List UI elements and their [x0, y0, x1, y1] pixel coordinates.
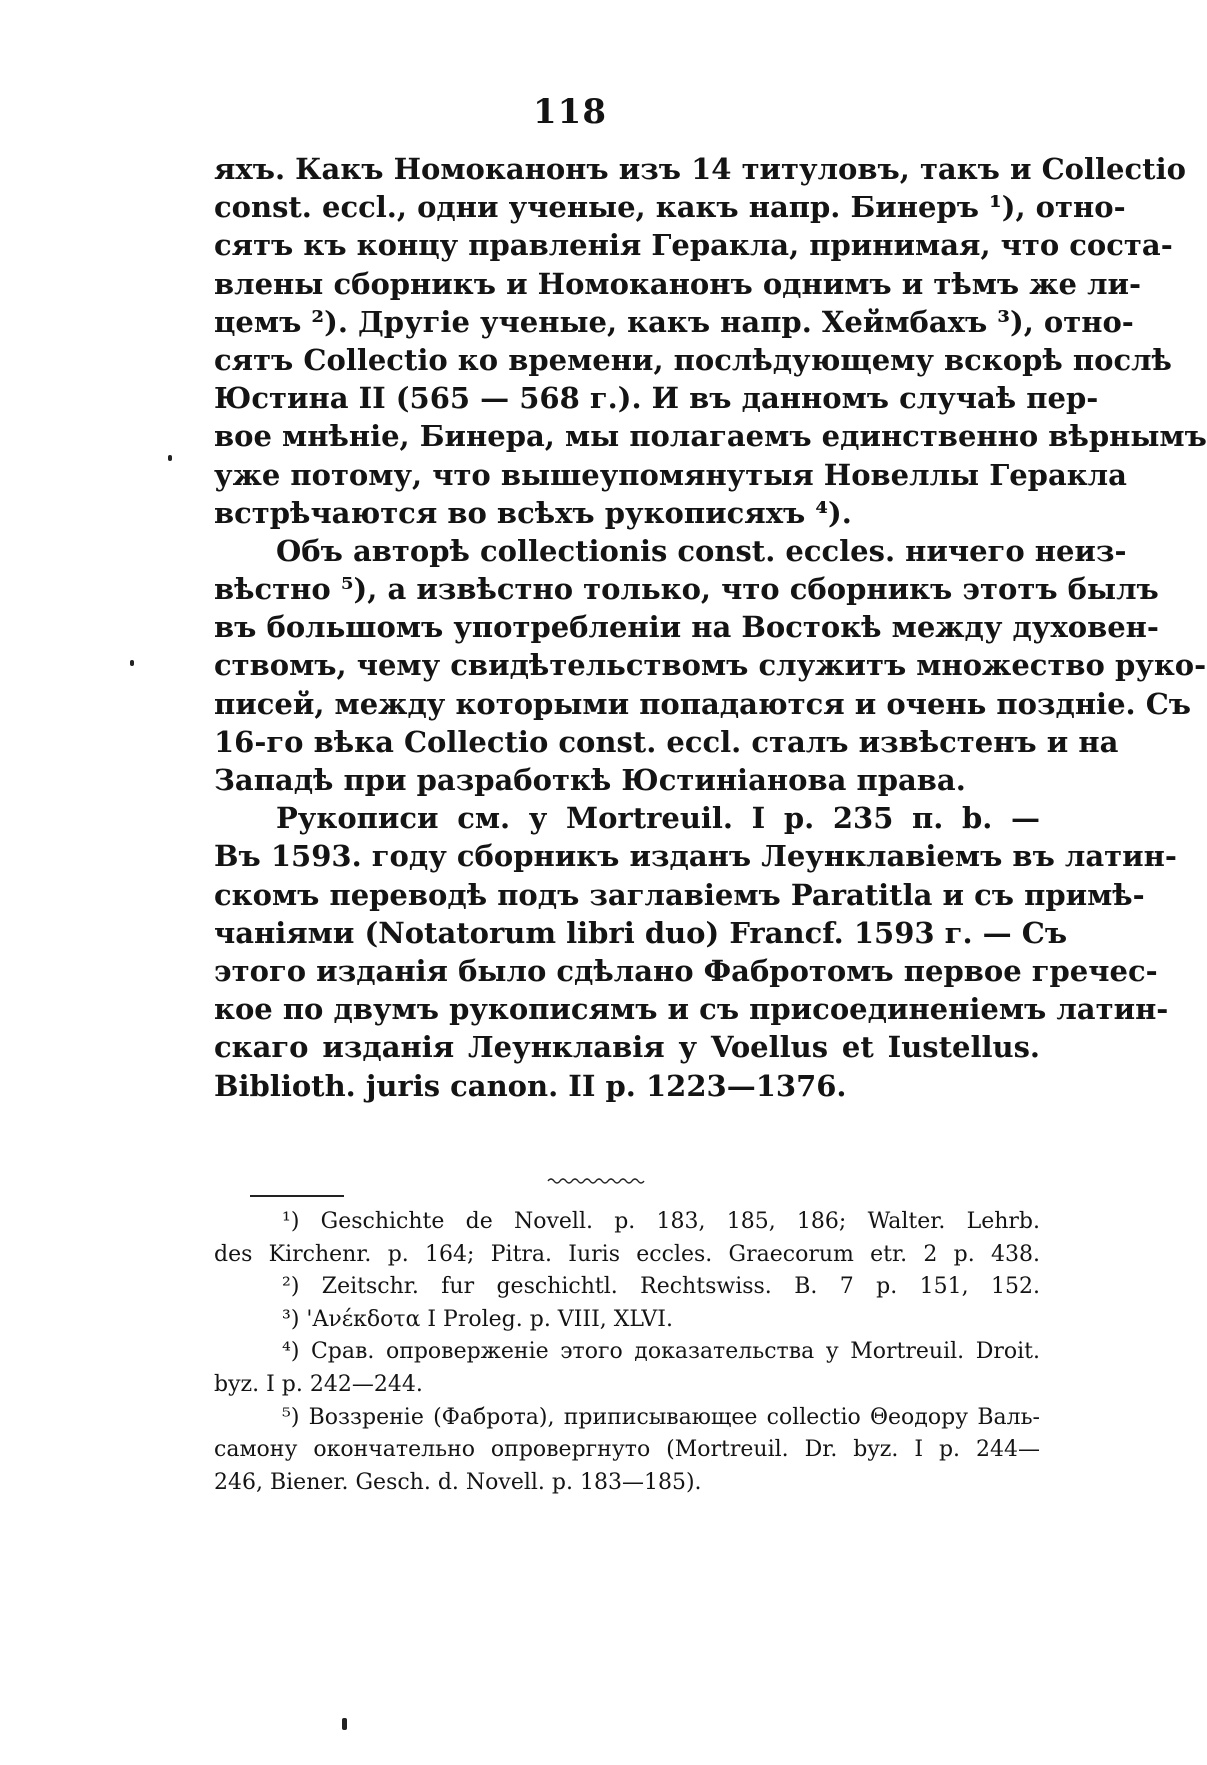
text-line: вѣстно ⁵), а извѣстно только, что сборникъ этотъ былъ	[214, 572, 1159, 607]
text-line: чаніями (Notatorum libri duo) Francf. 1593 г. — Съ	[214, 915, 1068, 950]
footnote-line: ³) 'Ανέκδοτα I Proleg. p. VIII, XLVI.	[282, 1306, 673, 1332]
main-text-block	[214, 150, 1207, 1105]
footnote-line: ¹) Geschichte de Novell. p. 183, 185, 186; Walter. Lehrb.	[282, 1209, 1040, 1234]
footnote-line: ²) Zeitschr. fur geschichtl. Rechtswiss. B. 7 p. 151, 152.	[282, 1274, 1040, 1300]
text-line: вое мнѣніе, Бинера, мы полагаемъ единственно вѣрнымъ	[214, 419, 1207, 454]
footnote-line: byz. I p. 242—244.	[214, 1371, 423, 1397]
footnote-line: des Kirchenr. p. 164; Pitra. Iuris eccles. Graecorum etr. 2 p. 438.	[214, 1241, 1040, 1267]
footnote-line: ⁵) Воззреніе (Фаброта), приписывающее collectio Θеодору Валь-	[282, 1404, 1040, 1430]
text-line: Объ авторѣ collectionis const. eccles. ничего неиз-	[276, 533, 1127, 568]
text-line: влены сборникъ и Номоканонъ однимъ и тѣмъ же ли-	[214, 266, 1142, 301]
footnotes-block	[214, 1206, 1040, 1499]
text-line: ствомъ, чему свидѣтельствомъ служитъ множество руко-	[214, 648, 1207, 683]
text-line: сятъ Collectio ко времени, послѣдующему вскорѣ послѣ	[214, 342, 1172, 377]
text-line: 16-го вѣка Collectio const. eccl. сталъ извѣстенъ и на	[214, 724, 1119, 759]
text-line: уже потому, что вышеупомянутыя Новеллы Геракла	[214, 457, 1127, 492]
text-line: Юстина II (565 — 568 г.). И въ данномъ случаѣ пер-	[214, 381, 1099, 416]
text-line: въ большомъ употребленіи на Востокѣ между духовен-	[214, 610, 1159, 645]
ink-speck	[342, 1718, 347, 1730]
text-line: встрѣчаются во всѣхъ рукописяхъ ⁴).	[214, 495, 852, 530]
footnote-line: 246, Biener. Gesch. d. Novell. p. 183—185).	[214, 1469, 702, 1495]
text-line: кое по двумъ рукописямъ и съ присоединеніемъ латин-	[214, 992, 1169, 1027]
text-line: писей, между которыми попадаются и очень поздніе. Съ	[214, 686, 1192, 721]
text-line: яхъ. Какъ Номоканонъ изъ 14 титуловъ, такъ и Collectio	[214, 152, 1186, 186]
ink-speck	[168, 455, 172, 461]
text-line: этого изданія было сдѣлано Фабротомъ первое гречес-	[214, 953, 1158, 988]
text-line: цемъ ²). Другіе ученые, какъ напр. Хеймбахъ ³), отно-	[214, 304, 1134, 339]
text-line: const. eccl., одни ученые, какъ напр. Бинеръ ¹), отно-	[214, 190, 1126, 225]
text-line: Въ 1593. году сборникъ изданъ Леунклавіемъ въ латин-	[214, 839, 1177, 874]
wavy-ornament	[548, 1176, 644, 1186]
text-line: скомъ переводѣ подъ заглавіемъ Paratitla и съ примѣ-	[214, 877, 1145, 912]
page-number: 118	[533, 92, 607, 132]
text-line: Рукописи см. у Mortreuil. I p. 235 п. b. —	[276, 801, 1040, 836]
footnote-line: самону окончательно опровергнуто (Mortreuil. Dr. byz. I p. 244—	[214, 1437, 1040, 1463]
text-line: скаго изданія Леунклавія у Voellus et Iustellus.	[214, 1030, 1040, 1065]
text-line: сятъ къ концу правленія Геракла, принимая, что соста-	[214, 228, 1173, 263]
footnote-separator-rule	[250, 1195, 344, 1197]
ink-speck	[130, 660, 134, 666]
text-line: Biblioth. juris canon. II p. 1223—1376.	[214, 1068, 847, 1103]
text-line: Западѣ при разработкѣ Юстиніанова права.	[214, 763, 966, 797]
footnote-line: ⁴) Срав. опроверженіе этого доказательства у Mortreuil. Droit.	[282, 1339, 1040, 1365]
